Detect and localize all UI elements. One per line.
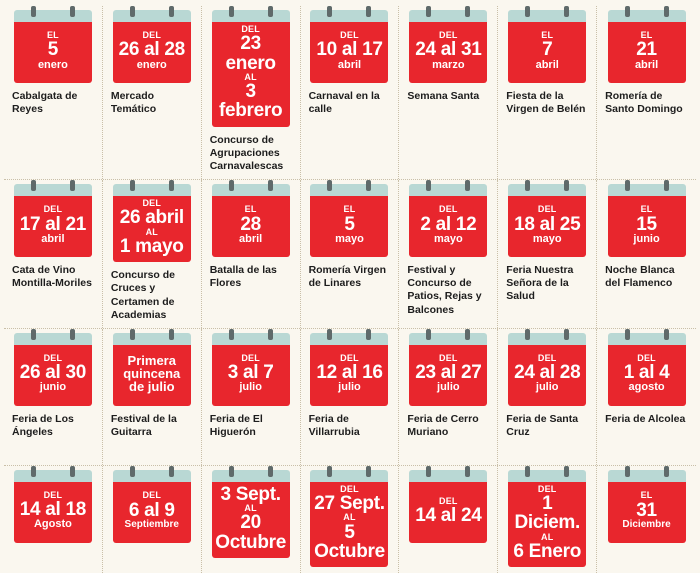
calendar-ring-icon — [31, 180, 36, 191]
event-date-block — [212, 482, 290, 558]
event-date-line: 15 — [636, 213, 657, 235]
calendar-icon — [212, 333, 290, 406]
calendar-ring-icon — [465, 466, 470, 477]
event-card[interactable] — [399, 180, 498, 328]
event-date-block — [113, 22, 191, 83]
calendar-header-band — [212, 10, 290, 22]
calendar-icon — [212, 184, 290, 257]
calendar-header-band — [212, 184, 290, 196]
calendar-header-band — [310, 10, 388, 22]
calendar-icon — [212, 10, 290, 127]
event-card[interactable] — [399, 6, 498, 179]
calendar-ring-icon — [366, 466, 371, 477]
event-date-block — [212, 22, 290, 127]
event-date-line: 6 al 9 — [128, 499, 175, 521]
event-card[interactable] — [498, 329, 597, 465]
event-date-block — [113, 196, 191, 262]
event-date-line: 14 al 24 — [415, 504, 482, 526]
calendar-header-band — [409, 184, 487, 196]
calendar-ring-icon — [130, 6, 135, 17]
event-date-line: 5 Octubre — [314, 521, 385, 562]
event-date-line: DEL — [43, 352, 63, 363]
event-date-line: AL — [343, 512, 356, 523]
calendar-ring-icon — [664, 329, 669, 340]
event-title: Festival de la Guitarra — [110, 412, 177, 438]
event-date-line: 26 al 30 — [19, 362, 87, 384]
calendar-header-band — [310, 184, 388, 196]
event-date-line: Septiembre — [124, 518, 179, 530]
event-date-block — [14, 22, 92, 83]
event-title: Mercado Temático — [110, 90, 157, 116]
calendar-ring-icon — [327, 466, 332, 477]
calendar-icon — [310, 333, 388, 406]
calendar-header-band — [608, 333, 686, 345]
event-date-line: mayo — [335, 232, 364, 245]
event-date-line: AL — [244, 71, 257, 82]
calendar-ring-icon — [664, 6, 669, 17]
event-date-block — [310, 345, 388, 406]
event-card[interactable] — [498, 6, 597, 179]
event-title: Concurso de Cruces y Certamen de Academias — [110, 269, 176, 321]
event-date-line: DEL — [142, 198, 162, 209]
calendar-icon — [508, 10, 586, 83]
calendar-header-band — [14, 470, 92, 482]
event-card[interactable] — [4, 329, 103, 465]
calendar-ring-icon — [664, 466, 669, 477]
event-date-block — [608, 482, 686, 543]
calendar-header-band — [212, 470, 290, 482]
event-card[interactable] — [103, 180, 202, 328]
calendar-icon — [508, 333, 586, 406]
calendar-ring-icon — [268, 180, 273, 191]
calendar-icon — [508, 184, 586, 257]
event-date-line: abril — [41, 232, 65, 245]
event-date-line: 10 al 17 — [316, 39, 383, 61]
calendar-ring-icon — [426, 466, 431, 477]
event-card[interactable] — [301, 6, 400, 179]
event-date-line: 1 al 4 — [623, 362, 670, 384]
calendar-ring-icon — [625, 466, 630, 477]
event-date-line: 1 Diciem. — [514, 492, 580, 534]
calendar-ring-icon — [327, 6, 332, 17]
calendar-header-band — [113, 333, 191, 345]
event-date-line: 23 al 27 — [415, 362, 482, 384]
calendar-ring-icon — [268, 6, 273, 17]
event-date-line: julio — [437, 381, 460, 394]
calendar-icon — [409, 10, 487, 83]
event-date-line: DEL — [241, 352, 260, 363]
calendar-icon — [14, 470, 92, 543]
calendar-ring-icon — [169, 466, 174, 477]
calendar-header-band — [113, 10, 191, 22]
calendar-ring-icon — [426, 180, 431, 191]
event-date-line: 7 — [542, 39, 553, 61]
calendar-icon — [310, 184, 388, 257]
event-title: Fiesta de la Virgen de Belén — [506, 90, 586, 116]
calendar-ring-icon — [31, 466, 36, 477]
calendar-ring-icon — [70, 329, 75, 340]
event-title: Feria de Villarrubia — [308, 412, 360, 438]
event-card[interactable] — [301, 466, 400, 573]
event-date-line: EL — [640, 204, 653, 215]
event-date-line: DEL — [439, 495, 458, 506]
calendar-header-band — [310, 470, 388, 482]
event-title: Semana Santa — [407, 90, 480, 102]
event-date-line: julio — [338, 381, 361, 394]
event-card[interactable] — [399, 329, 498, 465]
event-date-block — [508, 345, 586, 406]
event-date-line: EL — [640, 30, 653, 41]
calendar-ring-icon — [327, 180, 332, 191]
event-title: Romería de Santo Domingo — [605, 90, 683, 116]
calendar-icon — [409, 470, 487, 543]
event-title: Cata de Vino Montilla-Moriles — [12, 264, 92, 290]
event-date-block — [409, 345, 487, 406]
calendar-icon — [14, 10, 92, 83]
event-date-line: EL — [541, 30, 554, 41]
event-date-line: 27 Sept. — [314, 492, 385, 514]
event-date-line: julio — [535, 381, 559, 394]
calendar-ring-icon — [229, 180, 234, 191]
event-date-line: 20 Octubre — [215, 512, 286, 553]
calendar-ring-icon — [327, 329, 332, 340]
event-title: Feria de Santa Cruz — [506, 412, 579, 438]
calendar-ring-icon — [625, 180, 630, 191]
calendar-ring-icon — [31, 329, 36, 340]
calendar-icon — [14, 184, 92, 257]
event-date-line: AL — [541, 531, 554, 542]
event-date-line: 23 enero — [225, 33, 276, 74]
calendar-ring-icon — [525, 6, 530, 17]
calendar-icon — [14, 333, 92, 406]
event-date-line: EL — [343, 204, 356, 215]
event-date-line: AL — [145, 226, 158, 237]
calendar-ring-icon — [366, 6, 371, 17]
event-date-line: 3 al 7 — [227, 362, 274, 384]
event-date-line: junio — [39, 381, 67, 394]
event-title: Romería Virgen de Linares — [308, 264, 386, 290]
event-title: Carnaval en la calle — [308, 90, 380, 116]
event-date-line: 26 al 28 — [118, 39, 185, 61]
calendar-ring-icon — [268, 466, 273, 477]
calendar-header-band — [608, 10, 686, 22]
event-date-line: DEL — [439, 352, 458, 363]
event-title: Feria de El Higuerón — [209, 412, 263, 438]
event-date-block — [409, 482, 487, 543]
event-card[interactable] — [103, 329, 202, 465]
calendar-ring-icon — [229, 466, 234, 477]
event-date-block — [113, 482, 191, 543]
event-card[interactable] — [202, 329, 301, 465]
event-date-line: 5 — [47, 39, 59, 61]
event-title: Feria Nuestra Señora de la Salud — [506, 264, 574, 303]
event-title: Concurso de Agrupaciones Carnavalescas — [209, 133, 284, 173]
event-date-line: 17 al 21 — [19, 213, 87, 235]
event-title: Feria de Cerro Muriano — [407, 412, 479, 438]
event-date-block — [608, 345, 686, 406]
calendar-ring-icon — [625, 329, 630, 340]
calendar-icon — [212, 470, 290, 558]
event-date-line: enero — [136, 58, 167, 71]
event-card[interactable] — [597, 6, 696, 179]
calendar-header-band — [508, 184, 586, 196]
calendar-ring-icon — [268, 329, 273, 340]
event-date-block — [608, 196, 686, 257]
event-date-line: 18 al 25 — [514, 213, 581, 235]
event-date-block — [508, 482, 586, 567]
calendar-header-band — [508, 470, 586, 482]
event-date-line: 12 al 16 — [316, 362, 383, 384]
calendar-ring-icon — [564, 329, 569, 340]
event-date-line: 3 Sept. — [220, 483, 281, 505]
event-date-line: DEL — [241, 24, 260, 34]
calendar-ring-icon — [130, 180, 135, 191]
event-card[interactable] — [597, 329, 696, 465]
calendar-header-band — [113, 470, 191, 482]
calendar-header-band — [409, 333, 487, 345]
calendar-ring-icon — [525, 180, 530, 191]
calendar-header-band — [14, 184, 92, 196]
event-date-line: mayo — [532, 232, 562, 245]
calendar-ring-icon — [465, 329, 470, 340]
event-date-block — [310, 196, 388, 257]
event-card[interactable] — [202, 180, 301, 328]
event-date-line: de julio — [129, 379, 175, 395]
event-card[interactable] — [202, 466, 301, 573]
calendar-ring-icon — [564, 6, 569, 17]
calendar-ring-icon — [70, 180, 75, 191]
event-date-line: 26 abril — [119, 207, 184, 229]
event-card[interactable] — [4, 180, 103, 328]
calendar-icon — [113, 333, 191, 406]
calendar-ring-icon — [70, 466, 75, 477]
event-title: Feria de Alcolea — [605, 412, 686, 425]
event-date-line: 31 — [636, 499, 657, 521]
event-date-line: DEL — [340, 483, 359, 494]
event-date-line: DEL — [537, 352, 557, 363]
event-title: Batalla de las Flores — [209, 264, 277, 290]
event-date-block — [409, 196, 487, 257]
calendar-header-band — [14, 333, 92, 345]
event-date-line: Primera — [127, 352, 176, 368]
calendar-header-band — [508, 10, 586, 22]
calendar-icon — [113, 470, 191, 543]
calendar-icon — [113, 10, 191, 83]
calendar-ring-icon — [525, 466, 530, 477]
event-card[interactable] — [498, 466, 597, 573]
event-date-line: DEL — [439, 204, 458, 215]
event-date-line: EL — [640, 490, 653, 501]
calendar-ring-icon — [169, 329, 174, 340]
event-date-line: mayo — [433, 232, 463, 245]
event-card[interactable] — [4, 466, 103, 573]
calendar-icon — [608, 10, 686, 83]
event-date-block — [14, 482, 92, 543]
event-date-line: DEL — [142, 30, 162, 41]
event-date-line: 24 al 28 — [514, 362, 581, 384]
event-date-line: 5 — [344, 213, 355, 235]
event-date-line: DEL — [537, 483, 557, 494]
event-date-line: julio — [239, 381, 262, 394]
event-date-line: DEL — [439, 30, 458, 41]
event-card[interactable] — [399, 466, 498, 573]
event-date-block — [212, 196, 290, 257]
event-title: Feria de Los Ángeles — [12, 412, 74, 438]
event-date-line: 24 al 31 — [415, 39, 482, 61]
calendar-ring-icon — [70, 6, 75, 17]
event-card[interactable] — [202, 6, 301, 179]
calendar-ring-icon — [664, 180, 669, 191]
calendar-header-band — [608, 470, 686, 482]
event-date-block — [212, 345, 290, 406]
event-date-block — [310, 482, 388, 567]
event-title: Festival y Concurso de Patios, Rejas y Balcones — [407, 264, 482, 316]
event-date-line: DEL — [537, 204, 557, 215]
event-date-line: EL — [46, 30, 59, 41]
calendar-ring-icon — [366, 329, 371, 340]
event-date-line: 14 al 18 — [19, 499, 87, 521]
event-card[interactable] — [597, 466, 696, 573]
event-date-block — [508, 196, 586, 257]
event-date-line: DEL — [340, 30, 359, 41]
event-date-line: abril — [634, 58, 659, 71]
event-date-line: Agosto — [33, 518, 72, 531]
event-card[interactable] — [597, 180, 696, 328]
event-date-line: marzo — [432, 58, 465, 71]
event-date-line: abril — [239, 232, 263, 245]
calendar-icon — [608, 333, 686, 406]
event-date-block — [310, 22, 388, 83]
event-date-line: Diciembre — [622, 518, 671, 530]
calendar-ring-icon — [465, 6, 470, 17]
event-card[interactable] — [301, 329, 400, 465]
event-date-line: DEL — [637, 352, 656, 363]
event-date-block — [508, 22, 586, 83]
event-title: Noche Blanca del Flamenco — [605, 264, 675, 290]
calendar-header-band — [113, 184, 191, 196]
event-title: Cabalgata de Reyes — [12, 90, 78, 116]
calendar-icon — [608, 470, 686, 543]
event-date-line: quincena — [123, 366, 181, 382]
calendar-ring-icon — [625, 6, 630, 17]
event-date-line: AL — [244, 503, 257, 514]
calendar-header-band — [14, 10, 92, 22]
event-date-line: junio — [633, 232, 660, 245]
event-date-block — [409, 22, 487, 83]
event-date-block — [14, 345, 92, 406]
event-card[interactable] — [301, 180, 400, 328]
event-date-line: 21 — [636, 39, 657, 61]
calendar-ring-icon — [130, 329, 135, 340]
calendar-ring-icon — [229, 329, 234, 340]
event-date-line: 3 febrero — [218, 81, 283, 122]
calendar-ring-icon — [169, 180, 174, 191]
event-date-block — [608, 22, 686, 83]
calendar-header-band — [508, 333, 586, 345]
calendar-ring-icon — [426, 329, 431, 340]
calendar-header-band — [212, 333, 290, 345]
calendar-ring-icon — [130, 466, 135, 477]
event-date-line: abril — [535, 58, 559, 71]
event-card[interactable] — [103, 466, 202, 573]
event-date-line: DEL — [340, 352, 359, 363]
event-date-line: 2 al 12 — [420, 213, 477, 235]
calendar-icon — [113, 184, 191, 262]
calendar-icon — [310, 10, 388, 83]
event-card[interactable] — [498, 180, 597, 328]
event-date-block — [14, 196, 92, 257]
event-date-line: abril — [337, 58, 362, 71]
calendar-ring-icon — [229, 6, 234, 17]
event-date-line: DEL — [43, 489, 63, 500]
event-date-line: DEL — [142, 490, 162, 501]
event-date-line: enero — [37, 58, 68, 71]
calendar-icon — [508, 470, 586, 567]
calendar-ring-icon — [366, 180, 371, 191]
events-grid — [4, 6, 696, 573]
calendar-icon — [409, 184, 487, 257]
calendar-ring-icon — [525, 329, 530, 340]
calendar-icon — [608, 184, 686, 257]
calendar-header-band — [409, 10, 487, 22]
calendar-ring-icon — [564, 466, 569, 477]
event-date-line: 28 — [240, 213, 261, 235]
calendar-icon — [310, 470, 388, 567]
calendar-header-band — [310, 333, 388, 345]
calendar-header-band — [608, 184, 686, 196]
event-date-line: EL — [244, 204, 257, 215]
calendar-header-band — [409, 470, 487, 482]
calendar-icon — [409, 333, 487, 406]
event-date-line: agosto — [628, 381, 665, 394]
event-date-line: 1 mayo — [119, 235, 184, 257]
event-date-line: 6 Enero — [513, 540, 581, 562]
calendar-ring-icon — [465, 180, 470, 191]
calendar-ring-icon — [564, 180, 569, 191]
event-date-block — [113, 345, 191, 406]
event-date-line: DEL — [43, 204, 63, 215]
event-card[interactable] — [4, 6, 103, 179]
calendar-ring-icon — [426, 6, 431, 17]
calendar-ring-icon — [31, 6, 36, 17]
calendar-ring-icon — [169, 6, 174, 17]
event-card[interactable] — [103, 6, 202, 179]
